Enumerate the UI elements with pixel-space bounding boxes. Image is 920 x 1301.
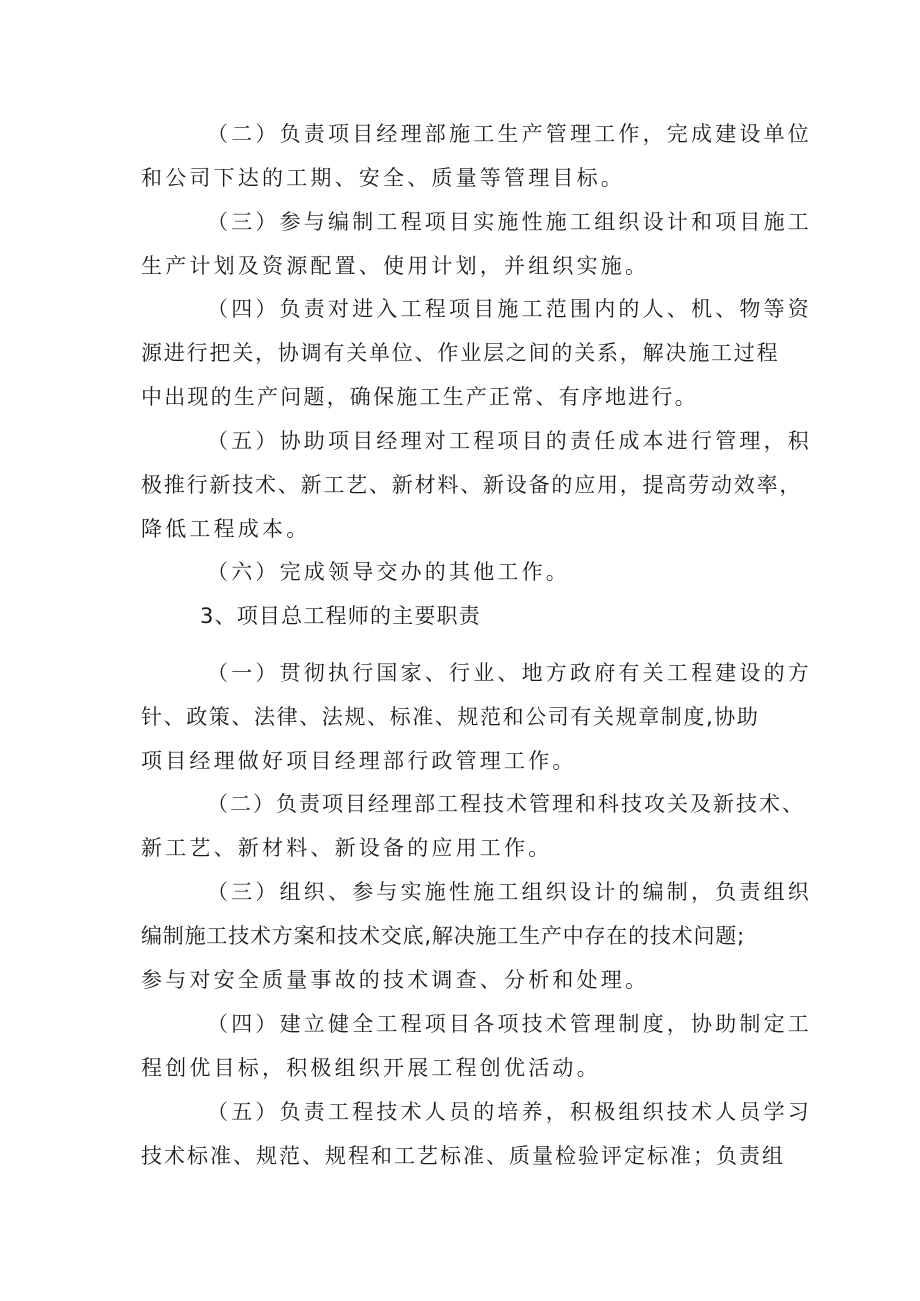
text-line: （二）负责项目经理部工程技术管理和科技攻关及新技术、 bbox=[207, 792, 805, 816]
text-line: （二）负责项目经理部施工生产管理工作，完成建设单位 bbox=[207, 122, 812, 146]
text-line: 针、政策、法律、法规、标准、规范和公司有关规章制度,协助 bbox=[141, 705, 760, 729]
text-line: 编制施工技术方案和技术交底,解决施工生产中存在的技术问题; bbox=[141, 924, 745, 948]
text-line: （五）负责工程技术人员的培养，积极组织技术人员学习 bbox=[207, 1100, 812, 1124]
text-line: （一）贯彻执行国家、行业、地方政府有关工程建设的方 bbox=[207, 661, 812, 685]
text-line: 生产计划及资源配置、使用计划，并组织实施。 bbox=[141, 254, 650, 278]
text-line: （四）建立健全工程项目各项技术管理制度，协助制定工 bbox=[207, 1012, 812, 1036]
text-line: （六）完成领导交办的其他工作。 bbox=[207, 560, 570, 584]
text-line: （五）协助项目经理对工程项目的责任成本进行管理，积 bbox=[207, 429, 812, 453]
text-line: 技术标准、规范、规程和工艺标准、质量检验评定标准；负责组 bbox=[141, 1144, 785, 1168]
text-line: 中出现的生产问题，确保施工生产正常、有序地进行。 bbox=[141, 385, 698, 409]
text-line: 参与对安全质量事故的技术调查、分析和处理。 bbox=[141, 968, 650, 992]
section-heading: 3、项目总工程师的主要职责 bbox=[200, 604, 481, 628]
text-line: 新工艺、新材料、新设备的应用工作。 bbox=[141, 836, 553, 860]
text-line: （四）负责对进入工程项目施工范围内的人、机、物等资 bbox=[207, 297, 812, 321]
text-line: （三）参与编制工程项目实施性施工组织设计和项目施工 bbox=[207, 210, 812, 234]
text-line: 和公司下达的工期、安全、质量等管理目标。 bbox=[141, 166, 625, 190]
text-line: 项目经理做好项目经理部行政管理工作。 bbox=[141, 749, 577, 773]
text-line: 极推行新技术、新工艺、新材料、新设备的应用，提高劳动效率， bbox=[141, 473, 803, 497]
text-line: 源进行把关，协调有关单位、作业层之间的关系，解决施工过程 bbox=[141, 341, 780, 365]
text-line: 程创优目标，积极组织开展工程创优活动。 bbox=[141, 1056, 601, 1080]
text-line: （三）组织、参与实施性施工组织设计的编制，负责组织 bbox=[207, 880, 812, 904]
text-line: 降低工程成本。 bbox=[141, 517, 311, 541]
